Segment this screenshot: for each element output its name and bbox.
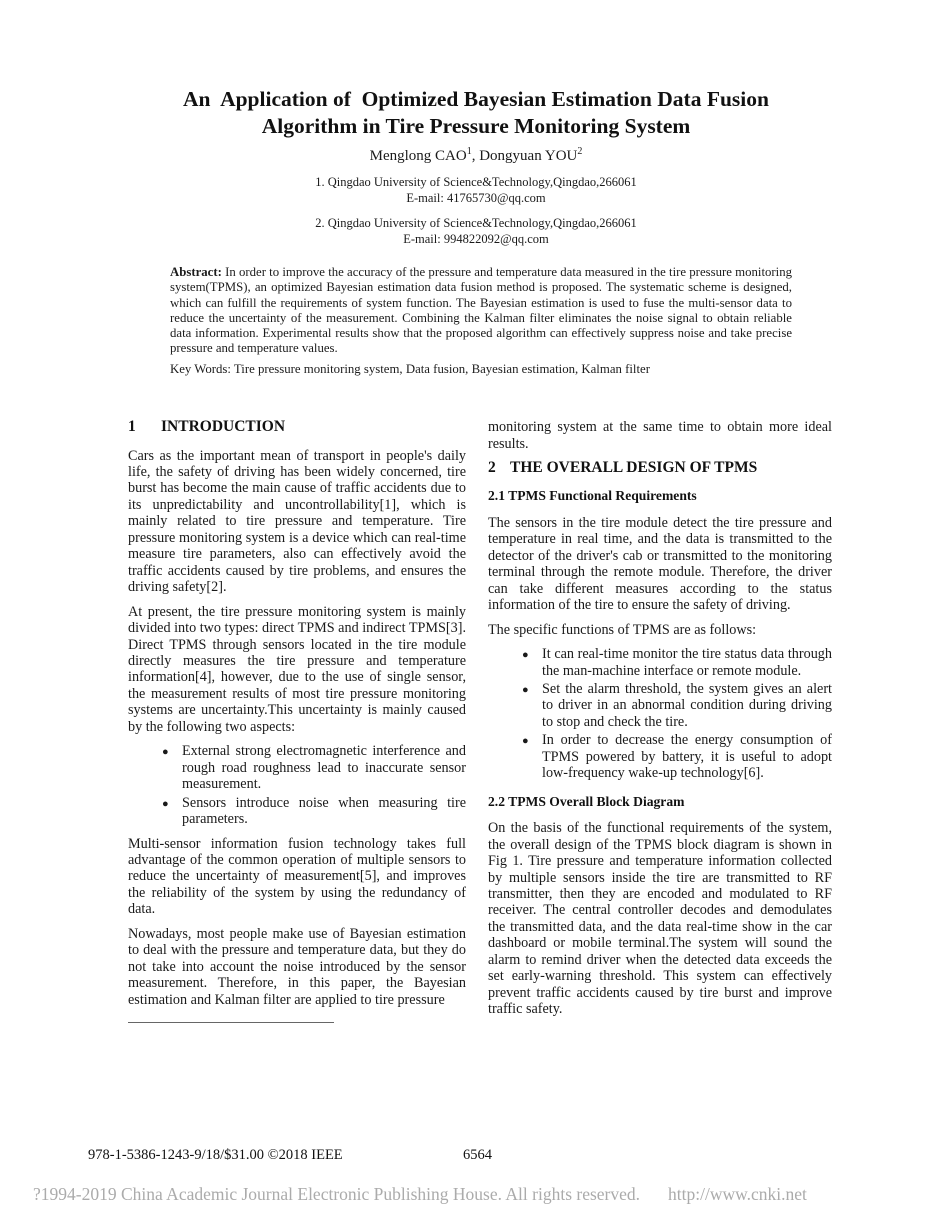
bullet-icon: ●	[522, 735, 529, 748]
author-separator: ,	[471, 148, 480, 164]
footer-copyright: 978-1-5386-1243-9/18/$31.00 ©2018 IEEE	[88, 1147, 343, 1163]
section-1-number: 1	[128, 418, 136, 436]
authors-line	[0, 146, 952, 165]
tpms-functions-bullet-list	[488, 646, 832, 782]
bullet-text: External strong electromagnetic interference and rough road roughness lead to inaccurate sensor measurement.	[182, 743, 466, 793]
keywords-line: Key Words: Tire pressure monitoring system, Data fusion, Bayesian estimation, Kalman filter	[170, 361, 650, 376]
bullet-text: Set the alarm threshold, the system gives an alert to driver in an abnormal condition during driving to stop and check the tire.	[542, 680, 832, 730]
subsection-2-1-heading: 2.1 TPMS Functional Requirements	[488, 488, 697, 504]
bullet-text: In order to decrease the energy consumption of TPMS powered by battery, it is useful to adopt low-frequency wake-up technology[6].	[542, 732, 832, 782]
intro-paragraph-3: Multi-sensor information fusion technology takes full advantage of the common operation of multiple sensors to reduce the uncertainty of measurement[5], and improves the reliability of the system by using the redundancy of data.	[128, 835, 466, 918]
intro-paragraph-2: At present, the tire pressure monitoring system is mainly divided into two types: direct TPMS and indirect TPMS[3]. Direct TPMS through sensors located in the tire module directly measures the tire pressure and temperature information[4], however, due to the use of single sensor, the measurement results of most tire pressure monitoring systems are uncertainty.This uncertainty is mainly caused by the following two aspects:	[128, 603, 466, 735]
section-2-heading	[488, 460, 832, 476]
affiliation-2-institution: 2. Qingdao University of Science&Technology,Qingdao,266061	[315, 216, 637, 230]
author-2-superscript: 2	[577, 146, 583, 157]
abstract-block	[170, 265, 792, 377]
watermark-text: ?1994-2019 China Academic Journal Electronic Publishing House. All rights reserved.	[33, 1184, 641, 1204]
affiliation-2	[0, 216, 952, 247]
paper-title-line-2: Algorithm in Tire Pressure Monitoring System	[261, 114, 691, 138]
cnki-watermark	[33, 1184, 807, 1205]
affiliation-1	[0, 175, 952, 206]
continuation-paragraph: monitoring system at the same time to obtain more ideal results.	[488, 419, 832, 452]
block-diagram-paragraph: On the basis of the functional requirements of the system, the overall design of the TPMS block diagram is shown in Fig 1. Tire pressure and temperature information collected by multiple sensors inside the tire are transmitted to RF transmitter, then they are encoded and modulated to RF receiver. The central controller decodes and demodulates the transmitted data, and the data real-time show in the car dashboard or mobile terminal.The system will sound the alarm to remind driver when the detected data exceeds the set early-warning threshold. This system can effectively prevent traffic accidents caused by tire burst and improve traffic safety.	[488, 820, 832, 1018]
section-1-heading	[128, 419, 466, 435]
footnote-rule	[128, 1022, 334, 1023]
list-item	[162, 795, 466, 828]
author-2: Dongyuan YOU	[479, 148, 578, 164]
paper-header	[0, 0, 952, 247]
affiliation-2-email: E-mail: 994822092@qq.com	[403, 231, 549, 246]
functional-requirements-paragraph: The sensors in the tire module detect the tire pressure and temperature in real time, and the data is transmitted to the detector of the driver's cab or transmitted to the monitoring terminal through the remote module. Therefore, the driver can take different measures according to the status information of the tire to ensure the safety of driving.	[488, 514, 832, 614]
footer-page-number: 6564	[463, 1147, 492, 1163]
author-1: Menglong CAO	[369, 148, 467, 164]
list-item	[522, 646, 832, 679]
affiliation-1-email: E-mail: 41765730@qq.com	[406, 190, 546, 205]
right-column	[488, 419, 832, 1026]
specific-functions-lead-in: The specific functions of TPMS are as follows:	[488, 621, 757, 638]
bullet-icon: ●	[162, 797, 169, 810]
two-column-body	[128, 419, 952, 1026]
paper-title-line-1: An Application of Optimized Bayesian Estimation Data Fusion	[183, 87, 769, 111]
intro-paragraph-1: Cars as the important mean of transport in people's daily life, the safety of driving has been widely concerned, tire burst has become the main cause of traffic accidents due to its unpredictability and uncontrollability[1], which is mainly related to tire pressure and temperature. Tire pressure monitoring system is a device which can real-time measure tire parameters, also can effectively avoid the traffic accidents caused by tire problems, and ensures the driving safety[2].	[128, 447, 466, 596]
bullet-icon: ●	[162, 746, 169, 759]
uncertainty-bullet-list	[128, 743, 466, 827]
abstract-label: Abstract:	[170, 265, 222, 279]
list-item	[162, 743, 466, 792]
intro-paragraph-4: Nowadays, most people make use of Bayesian estimation to deal with the pressure and temperature data, but they do not take into account the noise introduced by the sensor measurement. Therefore, in this paper, the Bayesian estimation and Kalman filter are applied to tire pressure	[128, 925, 466, 1008]
list-item	[522, 681, 832, 730]
abstract-text: In order to improve the accuracy of the pressure and temperature data measured in the tire pressure monitoring system(TPMS), an optimized Bayesian estimation data fusion method is proposed. The systematic scheme is designed, which can fulfill the requirements of system function. The Bayesian estimation is used to fuse the multi-sensor data to reduce the uncertainty of the measurement. Combining the Kalman filter eliminates the noise signal to obtain reliable data information. Experimental results show that the proposed algorithm can effectively suppress noise and take precise pressure and temperature values.	[170, 265, 793, 356]
affiliation-1-institution: 1. Qingdao University of Science&Technology,Qingdao,266061	[315, 175, 637, 189]
section-2-number: 2	[488, 458, 496, 476]
bullet-text: It can real-time monitor the tire status data through the man-machine interface or remote module.	[542, 646, 832, 679]
author-1-superscript: 1	[466, 146, 472, 157]
section-1-title: INTRODUCTION	[161, 418, 286, 436]
bullet-icon: ●	[522, 683, 529, 696]
list-item	[522, 732, 832, 781]
bullet-text: Sensors introduce noise when measuring tire parameters.	[182, 794, 466, 828]
left-column	[128, 419, 466, 1026]
abstract-paragraph	[170, 265, 792, 357]
section-2-title: THE OVERALL DESIGN OF TPMS	[510, 458, 758, 476]
watermark-url: http://www.cnki.net	[668, 1184, 807, 1204]
bullet-icon: ●	[522, 649, 529, 662]
subsection-2-2-heading: 2.2 TPMS Overall Block Diagram	[488, 793, 685, 809]
